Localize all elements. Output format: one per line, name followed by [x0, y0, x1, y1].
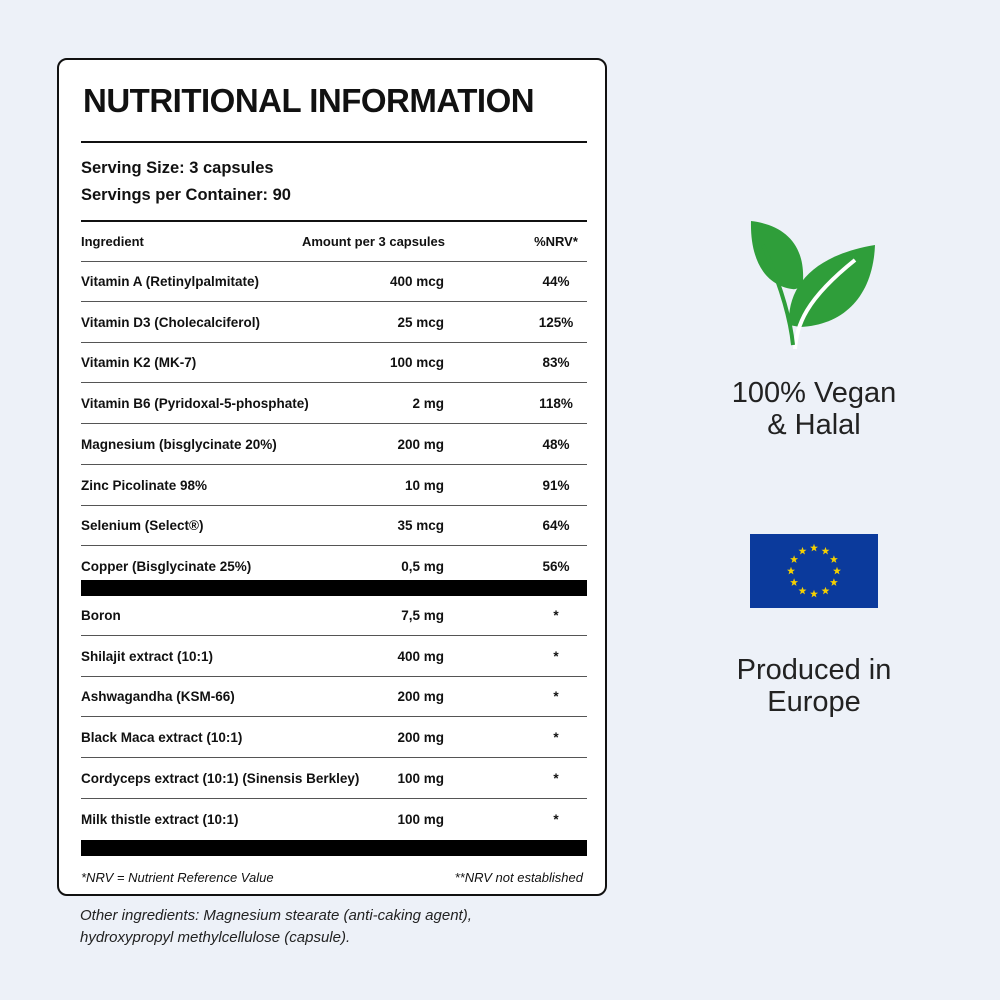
ingredient-nrv: *	[553, 689, 559, 705]
table-row	[81, 800, 587, 840]
ingredient-nrv: 91%	[542, 477, 570, 493]
section-divider-bar	[81, 580, 587, 596]
ingredient-amount: 100 mcg	[389, 355, 444, 371]
ingredient-name: Ashwagandha (KSM-66)	[81, 689, 235, 705]
ingredient-nrv: *	[553, 608, 559, 623]
ingredient-name: Cordyceps extract (10:1) (Sinensis Berkley)	[81, 770, 360, 786]
ingredient-nrv: 64%	[542, 518, 570, 534]
ingredient-name: Magnesium (bisglycinate 20%)	[81, 436, 277, 452]
table-header	[81, 222, 587, 262]
ingredient-name: Vitamin K2 (MK-7)	[81, 355, 197, 371]
ingredient-nrv: 125%	[538, 314, 574, 330]
other-ingredients	[80, 905, 472, 949]
ingredient-name: Black Maca extract (10:1)	[81, 730, 243, 746]
nutrition-panel	[57, 58, 607, 896]
ingredient-amount: 200 mg	[397, 436, 444, 452]
leaf-icon	[745, 215, 885, 355]
ingredient-name: Copper (Bisglycinate 25%)	[81, 558, 252, 574]
ingredient-amount: 7,5 mg	[401, 608, 444, 623]
ingredient-amount: 35 mcg	[397, 518, 444, 534]
ingredient-nrv: *	[553, 811, 559, 827]
ingredient-name: Vitamin A (Retinylpalmitate)	[81, 274, 260, 289]
ingredient-name: Vitamin B6 (Pyridoxal-5-phosphate)	[81, 396, 309, 412]
ingredient-amount: 10 mg	[404, 477, 444, 493]
table-row	[81, 384, 587, 424]
ingredient-nrv: 56%	[542, 558, 570, 574]
ingredient-nrv: 48%	[542, 436, 570, 452]
ingredient-nrv: 83%	[542, 355, 570, 371]
ingredient-amount: 2 mg	[412, 396, 444, 412]
table-row	[81, 637, 587, 677]
ingredient-name: Vitamin D3 (Cholecalciferol)	[81, 314, 261, 330]
table-row	[81, 303, 587, 343]
vegan-badge-text: 100% Vegan & Halal	[731, 377, 897, 441]
ingredient-amount: 400 mcg	[389, 274, 444, 289]
table-row	[81, 506, 587, 546]
table-row	[81, 262, 587, 302]
ingredient-name: Zinc Picolinate 98%	[81, 477, 208, 493]
header-amount: Amount per 3 capsules	[301, 234, 445, 249]
bottom-divider-bar	[81, 840, 587, 856]
ingredient-nrv: *	[553, 730, 559, 746]
table-row	[81, 677, 587, 717]
header-ingredient: Ingredient	[81, 234, 144, 249]
ingredient-amount: 100 mg	[397, 770, 444, 786]
other-ingredients-line-1: Other ingredients: Magnesium stearate (anti-caking agent),	[80, 907, 472, 924]
serving-size: Serving Size: 3 capsules	[81, 159, 274, 177]
footnote-not-established: **NRV not established	[454, 870, 583, 885]
ingredient-amount: 200 mg	[397, 689, 444, 705]
table-row	[81, 718, 587, 758]
table-row	[81, 343, 587, 383]
ingredient-name: Boron	[81, 608, 121, 623]
footnote-nrv: *NRV = Nutrient Reference Value	[81, 870, 274, 885]
ingredient-amount: 200 mg	[397, 730, 444, 746]
ingredient-name: Milk thistle extract (10:1)	[81, 811, 239, 827]
title-divider	[81, 141, 587, 143]
ingredient-amount: 0,5 mg	[401, 558, 444, 574]
table-row	[81, 425, 587, 465]
other-ingredients-line-2: hydroxypropyl methylcellulose (capsule).	[80, 929, 351, 946]
ingredient-amount: 25 mcg	[397, 314, 444, 330]
ingredient-name: Selenium (Select®)	[81, 518, 204, 534]
ingredient-amount: 400 mg	[397, 648, 444, 664]
europe-badge-text: Produced in Europe	[736, 654, 892, 718]
panel-title: NUTRITIONAL INFORMATION	[83, 82, 535, 119]
ingredient-nrv: 118%	[539, 396, 573, 412]
ingredient-amount: 100 mg	[397, 811, 444, 827]
eu-flag-icon	[750, 534, 878, 608]
table-row	[81, 759, 587, 799]
table-row	[81, 466, 587, 506]
header-nrv: %NRV*	[534, 234, 578, 249]
table-row	[81, 596, 587, 636]
ingredient-nrv: *	[553, 648, 559, 664]
servings-per-container: Servings per Container: 90	[81, 186, 291, 204]
ingredient-nrv: *	[553, 770, 559, 786]
ingredient-nrv: 44%	[542, 274, 570, 289]
ingredient-name: Shilajit extract (10:1)	[81, 648, 214, 664]
